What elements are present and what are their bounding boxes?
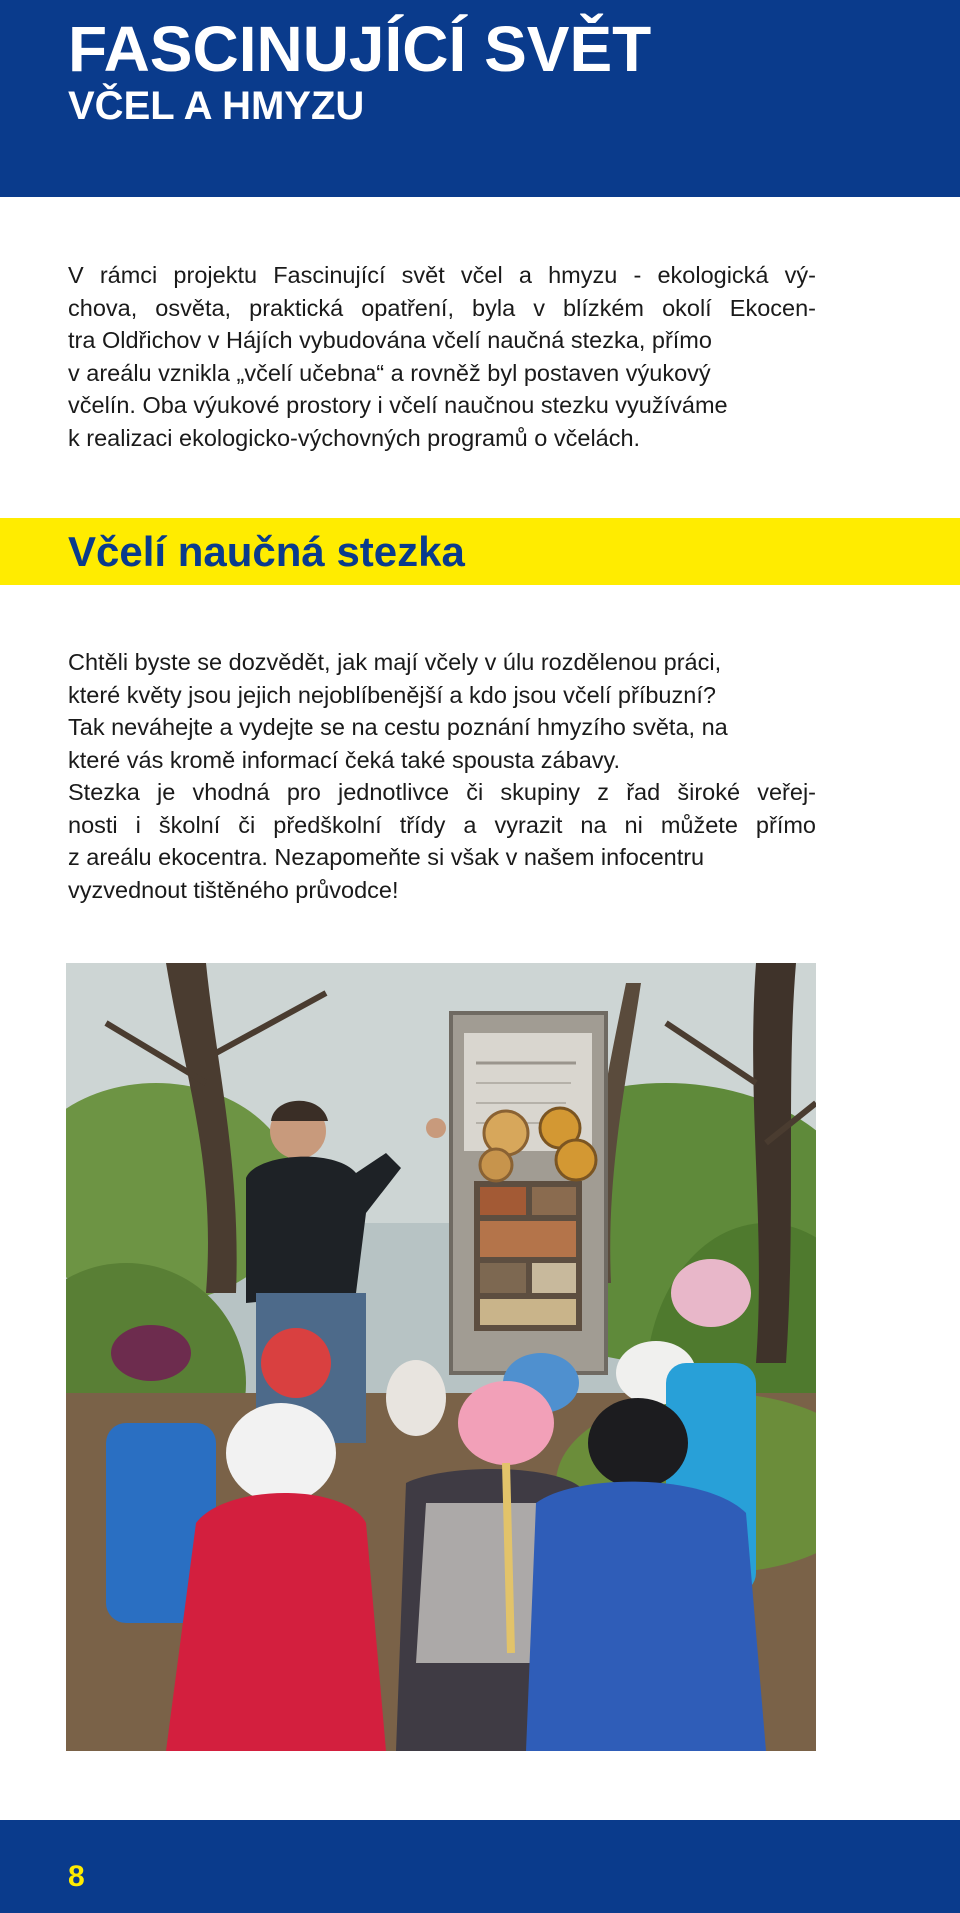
section-line: nosti i školní či předškolní třídy a vyrazit na ni můžete přímo [68,811,816,838]
section-line: vyzvednout tištěného průvodce! [68,876,399,903]
intro-line: V rámci projektu Fascinující svět včel a hmyzu - ekologická vý- [68,262,816,288]
intro-line: k realizaci ekologicko-výchovných programů o včelách. [68,424,641,451]
intro-line: chova, osvěta, praktická opatření, byla v blízkém okolí Ekocen- [68,294,816,321]
intro-paragraph [68,259,816,454]
page-subtitle: VČEL A HMYZU [68,84,365,128]
page-number: 8 [68,1860,85,1893]
footer-band [0,1820,960,1913]
section-line: z areálu ekocentra. Nezapomeňte si však v našem infocentru [68,844,705,870]
section-line: Stezka je vhodná pro jednotlivce či skupiny z řad široké veřej- [68,779,816,805]
section-line: Tak neváhejte a vydejte se na cestu poznání hmyzího světa, na [68,714,728,740]
section-line: Chtěli byste se dozvědět, jak mají včely v úlu rozdělenou práci, [68,649,722,675]
photo-insect-hotel-with-children [66,963,816,1751]
section-line: které vás kromě informací čeká také spousta zábavy. [68,746,621,773]
section-paragraph [68,646,816,906]
page-title: FASCINUJÍCÍ SVĚT [68,13,652,85]
intro-line: v areálu vznikla „včelí učebna“ a rovněž byl postaven výukový [68,359,711,386]
intro-line: tra Oldřichov v Hájích vybudována včelí naučná stezka, přímo [68,327,712,353]
section-heading: Včelí naučná stezka [68,528,465,575]
intro-line: včelín. Oba výukové prostory i včelí naučnou stezku využíváme [68,392,728,418]
section-line: které květy jsou jejich nejoblíbenější a kdo jsou včelí příbuzní? [68,681,716,708]
